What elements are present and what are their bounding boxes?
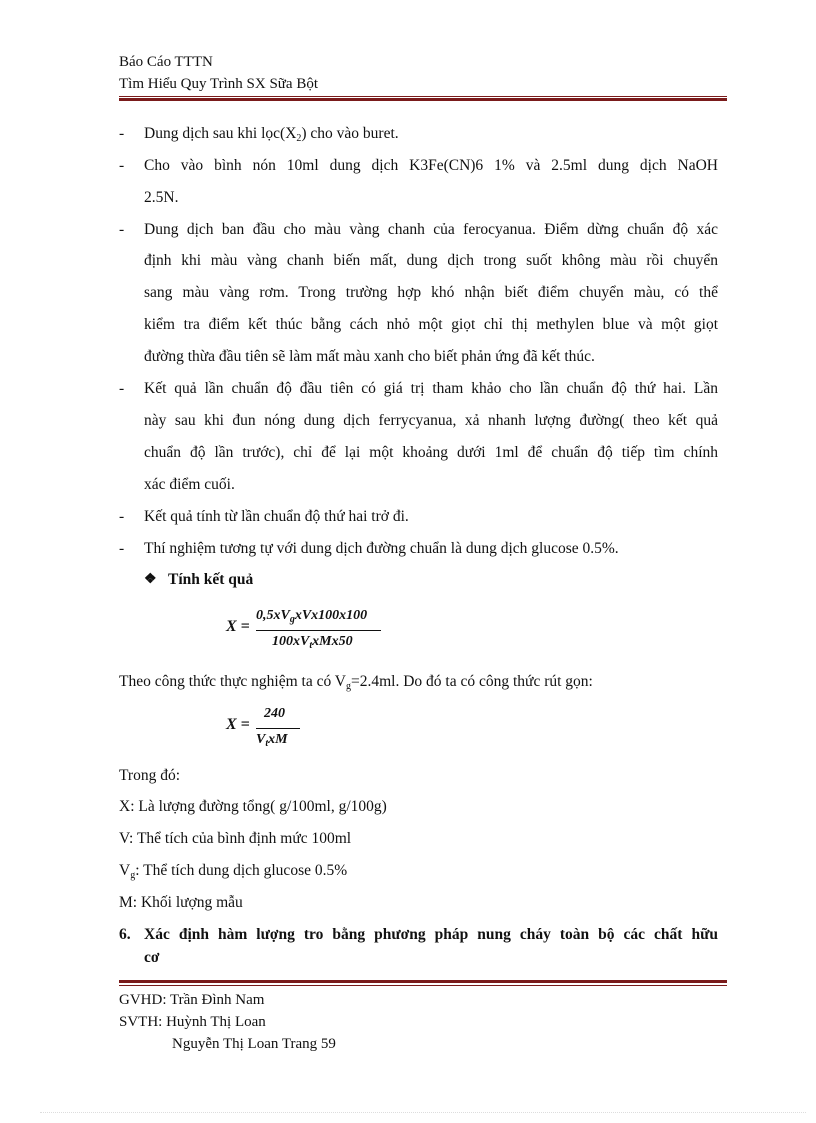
bullet-3-line-1: Dung dịch ban đầu cho màu vàng chanh của ferocyanua. Điểm dừng chuẩn độ xác [144, 221, 718, 238]
section-heading-line-1: Xác định hàm lượng tro bằng phương pháp nung cháy toàn bộ các chất hữu [144, 926, 718, 943]
header-rule-thin [119, 96, 727, 97]
header-report-title: Báo Cáo TTTN [119, 54, 213, 70]
bullet-3-line-4: kiểm tra điểm kết thúc bằng cách nhỏ một giọt chỉ thị methylen blue và một giọt [144, 316, 718, 333]
bullet-marker: - [119, 125, 125, 142]
header-topic-title: Tìm Hiểu Quy Trình SX Sữa Bột [119, 76, 318, 92]
bullet-4-line-4: xác điểm cuối. [144, 476, 235, 493]
formula-intro: Theo công thức thực nghiệm ta có $V_g=2.4ml$. Do đó ta có công thức rút gọn: [119, 673, 593, 692]
footer-advisor: GVHD: Trần Đình Nam [119, 992, 265, 1008]
bullet-marker: - [119, 380, 125, 397]
fraction-bar [256, 728, 300, 729]
fraction-bar [256, 630, 381, 631]
page-number: Trang 59 [281, 1036, 336, 1052]
formula-numerator: 240 [264, 706, 285, 721]
page-bottom-border [40, 1112, 806, 1113]
formula-full [226, 606, 396, 650]
bullet-2-line-2: 2.5N. [144, 189, 179, 206]
footer-student-2: Nguyễn Thị Loan Trang 59 [172, 1036, 336, 1052]
footer-student: SVTH: Huỳnh Thị Loan [119, 1014, 266, 1030]
formula-denominator: $V_txM$ [256, 732, 288, 749]
bullet-marker: - [119, 157, 125, 174]
calc-heading: Tính kết quả [168, 571, 254, 588]
bullet-4-line-3: chuẩn độ lần trước), chỉ để lại một khoảng dưới 1ml để chuẩn độ tiếp tìm chính [144, 444, 718, 461]
bullet-4-line-1: Kết quả lần chuẩn độ đầu tiên có giá trị tham khảo cho lần chuẩn độ thứ hai. Lần [144, 380, 718, 397]
formula-denominator: $100xV_txMx50$ [272, 634, 353, 651]
definition-v: V: Thể tích của bình định mức 100ml [119, 830, 352, 847]
definition-m: M: Khối lượng mẫu [119, 894, 243, 911]
formula-reduced [226, 704, 316, 748]
bullet-1-text: Dung dịch sau khi $lọc(X_2)$ cho vào buret. [144, 125, 399, 144]
bullet-2-line-1: Cho vào bình nón 10ml dung dịch K3Fe(CN)6 1% và 2.5ml dung dịch NaOH [144, 157, 718, 174]
bullet-3-line-5: đường thừa đầu tiên sẽ làm mất màu xanh cho biết phản ứng đã kết thúc. [144, 348, 595, 365]
footer-rule-thin [119, 985, 727, 986]
diamond-bullet-icon: ❖ [144, 572, 157, 587]
bullet-marker: - [119, 508, 125, 525]
section-heading-line-2: cơ [144, 949, 160, 966]
bullet-marker: - [119, 540, 125, 557]
bullet-4-line-2: này sau khi đun nóng dung dịch ferrycyanua, xả nhanh lượng đường( theo kết quả [144, 412, 718, 429]
definition-vg: $V_g$: Thể tích dung dịch glucose 0.5% [119, 862, 348, 881]
bullet-3-line-2: định khi màu vàng chanh biến mất, dung dịch trong suốt không màu rồi chuyển [144, 252, 718, 269]
formula-lhs: X = [226, 618, 250, 635]
formula-lhs: X = [226, 716, 250, 733]
bullet-6-text: Thí nghiệm tương tự với dung dịch đường chuẩn là dung dịch glucose 0.5%. [144, 540, 619, 557]
header-rule-thick [119, 98, 727, 101]
section-number: 6. [119, 926, 131, 943]
formula-numerator: $0,5xV_gxVx100x100$ [256, 608, 368, 625]
bullet-marker: - [119, 221, 125, 238]
bullet-3-line-3: sang màu vàng rơm. Trong trường hợp khó nhận biết điểm chuyển màu, có thể [144, 284, 718, 301]
where-label: Trong đó: [119, 767, 181, 784]
definition-x: X: Là lượng đường tổng( g/100ml, g/100g) [119, 798, 387, 815]
bullet-5-text: Kết quả tính từ lần chuẩn độ thứ hai trở đi. [144, 508, 409, 525]
footer-rule-thick [119, 980, 727, 983]
